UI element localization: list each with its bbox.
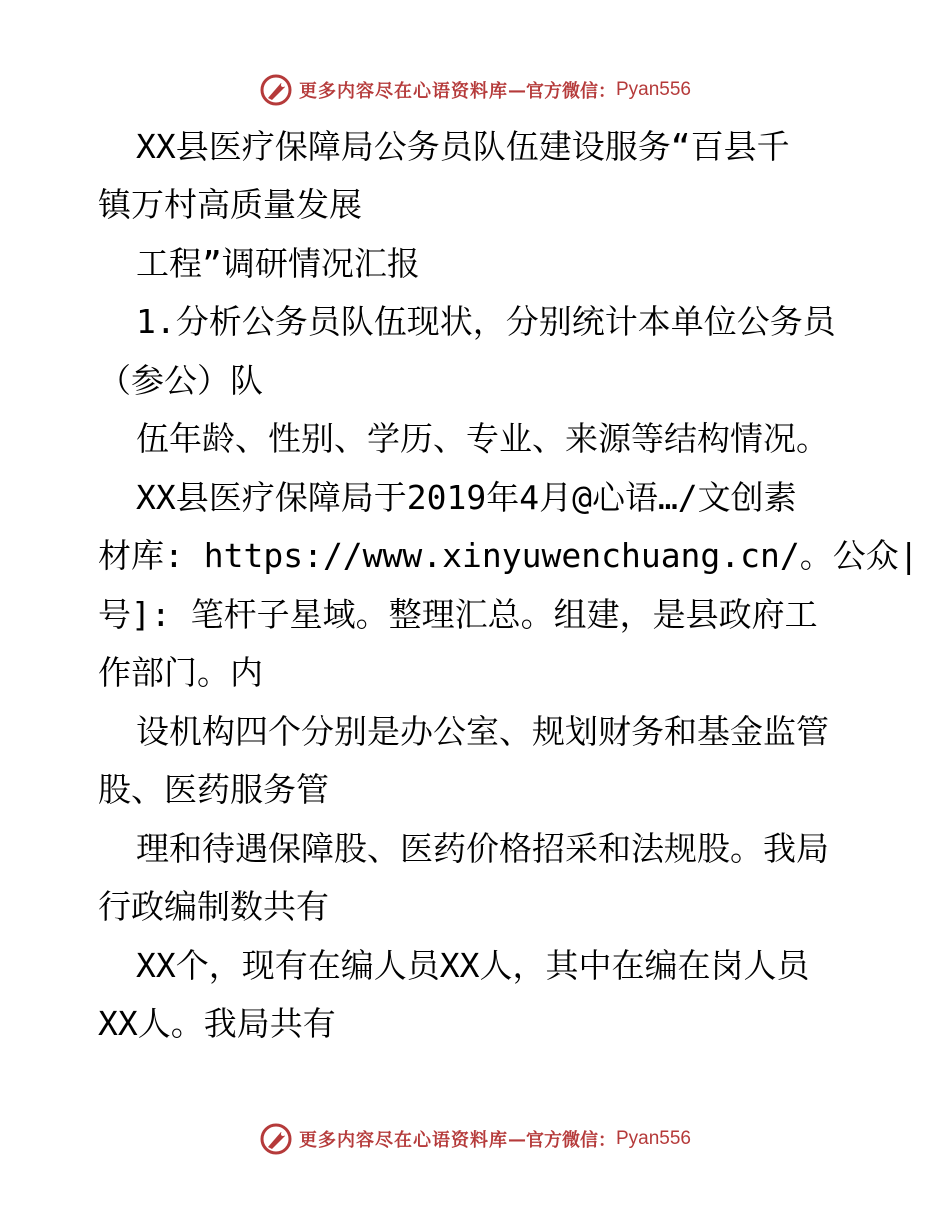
header-watermark-banner	[0, 70, 950, 110]
doc-line: XX个，现有在编人员XX人，其中在编在岗人员	[136, 946, 810, 985]
pen-nib-logo-icon	[259, 1122, 293, 1156]
doc-line: 设机构四个分别是办公室、规划财务和基金监管	[136, 712, 829, 751]
doc-line: 伍年龄、性别、学历、专业、来源等结构情况。	[136, 419, 829, 458]
footer-watermark-banner	[0, 1119, 950, 1159]
doc-line: 理和待遇保障股、医药价格招采和法规股。我局	[136, 829, 829, 868]
banner-separator: —	[507, 1128, 526, 1150]
pen-nib-logo-icon	[259, 73, 293, 107]
doc-line: XX县医疗保障局于2019年4月@心语…/文创素	[136, 478, 797, 517]
banner-main-text: 更多内容尽在心语资料库	[298, 1130, 508, 1151]
doc-line: 作部门。内	[98, 653, 263, 692]
doc-line: 材库: https://www.xinyuwenchuang.cn/。公众|	[98, 536, 919, 575]
banner-main-text: 更多内容尽在心语资料库	[298, 81, 508, 102]
doc-line: XX县医疗保障局公务员队伍建设服务“百县千	[136, 127, 790, 166]
doc-line: 号]: 笔杆子星域。整理汇总。组建，是县政府工	[98, 595, 818, 634]
banner-wechat-label: 官方微信：	[525, 1130, 616, 1151]
doc-line: XX人。我局共有	[98, 1004, 336, 1043]
doc-line: （参公）队	[98, 361, 263, 400]
banner-wechat-id: Pyan556	[615, 79, 691, 100]
banner-wechat-id: Pyan556	[615, 1128, 691, 1149]
doc-line: 工程”调研情况汇报	[136, 244, 420, 283]
banner-separator: —	[507, 79, 526, 101]
doc-line: 1.分析公务员队伍现状，分别统计本单位公务员	[136, 302, 836, 341]
doc-line: 镇万村高质量发展	[98, 185, 362, 224]
banner-wechat-label: 官方微信：	[525, 81, 616, 102]
doc-line: 股、医药服务管	[98, 770, 329, 809]
doc-line: 行政编制数共有	[98, 887, 329, 926]
